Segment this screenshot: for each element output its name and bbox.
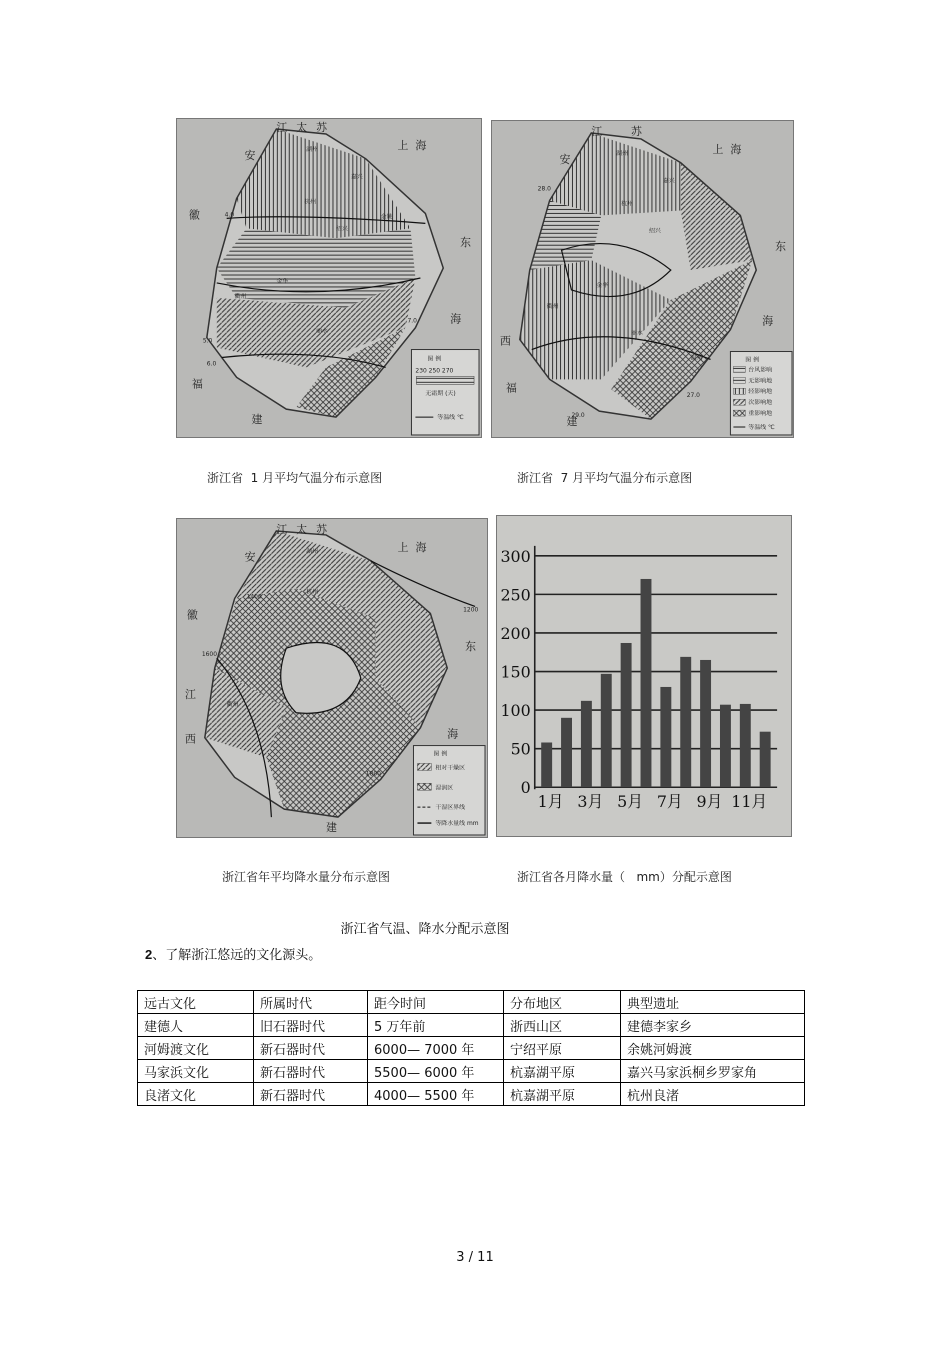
rain-legend-item: 湿润区 bbox=[435, 784, 454, 792]
jan-place-label: 苏 bbox=[316, 120, 327, 134]
table-row bbox=[138, 1060, 805, 1083]
jan-legend-item: 等温线 ℃ bbox=[437, 414, 464, 422]
jul-place-label: 苏 bbox=[631, 124, 642, 138]
table-header-cell: 所属时代 bbox=[254, 991, 368, 1014]
bar bbox=[700, 660, 711, 787]
x-tick-label: 5月 bbox=[617, 792, 644, 812]
jan-place-label: 上 bbox=[397, 138, 409, 152]
rain-map-svg bbox=[177, 519, 487, 837]
jul-place-label: 安 bbox=[559, 152, 571, 166]
y-tick-label: 100 bbox=[500, 701, 531, 721]
table-header-cell: 典型遗址 bbox=[621, 991, 805, 1014]
table-cell: 建德李家乡 bbox=[621, 1014, 805, 1037]
bar bbox=[660, 687, 671, 787]
table-cell: 建德人 bbox=[138, 1014, 254, 1037]
rain-place-label: 东 bbox=[465, 640, 477, 654]
bar bbox=[740, 704, 751, 787]
table-cell: 浙西山区 bbox=[504, 1014, 621, 1037]
rain-place-label: 安 bbox=[244, 550, 256, 564]
y-tick-label: 300 bbox=[500, 546, 531, 566]
jan-place-label: 太 bbox=[296, 120, 308, 134]
rain-city-label: 湖州 bbox=[306, 547, 319, 555]
january-map-caption: 浙江省 1 月平均气温分布示意图 bbox=[207, 471, 383, 485]
rain-place-label: 海 bbox=[447, 727, 459, 741]
jul-place-label: 海 bbox=[762, 314, 774, 328]
x-tick-label: 11月 bbox=[731, 792, 768, 812]
section-text: 了解浙江悠远的文化源头。 bbox=[165, 948, 322, 963]
rain-place-label: 建 bbox=[326, 821, 337, 835]
january-map-svg bbox=[177, 119, 481, 437]
rain-place-label: 苏 bbox=[316, 522, 328, 536]
x-tick-label: 3月 bbox=[577, 792, 604, 812]
table-row bbox=[138, 1083, 805, 1106]
jul-legend-item: 无影响地 bbox=[748, 377, 773, 385]
jan-place-label: 建 bbox=[251, 413, 263, 427]
page-number: 3 / 11 bbox=[456, 1250, 494, 1265]
rain-place-label: 海 bbox=[415, 540, 427, 554]
jan-isotherm-label: 5.0 bbox=[202, 337, 213, 345]
jul-city-label: 绍兴 bbox=[648, 227, 661, 235]
jan-city-label: 嘉兴 bbox=[350, 173, 363, 181]
ancient-culture-table bbox=[137, 990, 805, 1106]
table-cell: 杭嘉湖平原 bbox=[504, 1060, 621, 1083]
table-header-row bbox=[138, 991, 805, 1014]
jan-place-label: 江 bbox=[276, 120, 288, 134]
table-cell: 新石器时代 bbox=[254, 1060, 368, 1083]
jul-isotherm-label: 28.0 bbox=[537, 185, 551, 193]
jan-city-label: 杭州 bbox=[304, 198, 317, 206]
jan-place-label: 海 bbox=[415, 138, 427, 152]
jul-isotherm-label: 27.0 bbox=[686, 392, 700, 400]
jul-legend-item: 等温线 ℃ bbox=[748, 424, 775, 432]
table-cell: 新石器时代 bbox=[254, 1037, 368, 1060]
table-header-cell: 距今时间 bbox=[368, 991, 504, 1014]
jan-city-label: 金华 bbox=[276, 277, 289, 285]
jan-isotherm-label: 6.0 bbox=[206, 360, 217, 368]
jan-place-label: 福 bbox=[191, 377, 203, 391]
bar bbox=[621, 643, 632, 787]
y-tick-label: 150 bbox=[500, 662, 531, 682]
july-map-svg bbox=[492, 121, 793, 437]
y-tick-label: 200 bbox=[500, 623, 531, 643]
table-cell: 河姆渡文化 bbox=[138, 1037, 254, 1060]
table-cell: 余姚河姆渡 bbox=[621, 1037, 805, 1060]
table-cell: 旧石器时代 bbox=[254, 1014, 368, 1037]
rain-legend-item: 干湿区界线 bbox=[435, 804, 466, 812]
bar bbox=[641, 579, 652, 787]
table-cell: 马家浜文化 bbox=[138, 1060, 254, 1083]
jul-legend-item: 轻影响地 bbox=[748, 388, 773, 396]
rain-place-label: 上 bbox=[397, 540, 409, 554]
jan-city-label: 余姚 bbox=[380, 213, 393, 221]
jul-place-label: 福 bbox=[505, 381, 517, 395]
rain-isohyet-label: 1200 bbox=[463, 606, 479, 614]
table-cell: 4000— 5500 年 bbox=[368, 1083, 504, 1106]
jul-place-label: 海 bbox=[730, 142, 742, 156]
table-header-cell: 远古文化 bbox=[138, 991, 254, 1014]
table-cell: 5 万年前 bbox=[368, 1014, 504, 1037]
rain-place-label: 徽 bbox=[186, 608, 198, 622]
jul-city-label: 杭州 bbox=[621, 200, 634, 208]
rain-isohyet-label: 1800 bbox=[365, 770, 381, 778]
jul-place-label: 东 bbox=[775, 240, 787, 254]
rain-place-label: 江 bbox=[184, 687, 196, 701]
jul-place-label: 江 bbox=[591, 124, 603, 138]
jan-place-label: 海 bbox=[450, 312, 462, 326]
jan-place-label: 东 bbox=[460, 236, 472, 250]
y-tick-label: 0 bbox=[520, 778, 531, 798]
jan-city-label: 绍兴 bbox=[335, 225, 348, 233]
july-map-caption: 浙江省 7 月平均气温分布示意图 bbox=[517, 471, 693, 485]
jul-legend-title: 图 例 bbox=[745, 356, 760, 364]
bar bbox=[561, 718, 572, 787]
rain-place-label: 太 bbox=[296, 522, 308, 536]
january-temperature-map bbox=[176, 118, 482, 438]
jan-isotherm-label: 4.0 bbox=[224, 211, 235, 219]
jul-legend-item: 台风影响 bbox=[748, 366, 773, 374]
bar bbox=[601, 674, 612, 787]
jul-city-label: 衢州 bbox=[546, 302, 559, 310]
bar bbox=[680, 657, 691, 787]
jan-legend-scale: 230 250 270 bbox=[415, 367, 454, 375]
section-number: 2 bbox=[145, 947, 153, 962]
section-separator: 、 bbox=[152, 948, 166, 963]
rain-city-label: 杭州 bbox=[306, 588, 319, 596]
table-cell: 嘉兴马家浜桐乡罗家角 bbox=[621, 1060, 805, 1083]
table-cell: 杭州良渚 bbox=[621, 1083, 805, 1106]
bar bbox=[541, 743, 552, 788]
y-tick-label: 50 bbox=[510, 739, 531, 759]
bar bbox=[581, 701, 592, 787]
table-cell: 良渚文化 bbox=[138, 1083, 254, 1106]
x-tick-label: 1月 bbox=[537, 792, 564, 812]
jan-place-label: 徽 bbox=[188, 208, 200, 222]
table-cell: 宁绍平原 bbox=[504, 1037, 621, 1060]
jan-isotherm-label: 7.0 bbox=[407, 317, 417, 325]
jan-city-label: 衢州 bbox=[234, 292, 247, 300]
jul-place-label: 西 bbox=[499, 334, 511, 348]
rain-place-label: 江 bbox=[276, 522, 288, 536]
rain-isohyet-label: 1400 bbox=[246, 593, 262, 601]
rain-legend-item: 相对干燥区 bbox=[435, 764, 466, 772]
table-cell: 新石器时代 bbox=[254, 1083, 368, 1106]
jan-city-label: 湖州 bbox=[306, 145, 319, 153]
precipitation-map-caption: 浙江省年平均降水量分布示意图 bbox=[222, 870, 391, 884]
jul-city-label: 金华 bbox=[596, 281, 609, 289]
jul-city-label: 丽水 bbox=[631, 329, 643, 337]
bar-chart-svg bbox=[497, 516, 791, 836]
jul-legend-item: 重影响地 bbox=[748, 410, 773, 418]
jan-legend-item: 无霜期 (天) bbox=[425, 390, 456, 398]
table-cell: 5500— 6000 年 bbox=[368, 1060, 504, 1083]
y-tick-label: 250 bbox=[500, 585, 531, 605]
x-tick-label: 7月 bbox=[656, 792, 683, 812]
jan-city-label: 丽水 bbox=[316, 327, 328, 335]
monthly-precipitation-chart bbox=[496, 515, 792, 837]
chart-caption: 浙江省各月降水量（ mm）分配示意图 bbox=[517, 870, 732, 884]
annual-precipitation-map bbox=[176, 518, 488, 838]
rain-place-label: 西 bbox=[184, 732, 196, 746]
jan-place-label: 安 bbox=[244, 148, 256, 162]
bar bbox=[760, 732, 771, 788]
rain-legend-title: 图 例 bbox=[433, 750, 448, 758]
figure-group-caption: 浙江省气温、降水分配示意图 bbox=[340, 922, 510, 937]
table-row bbox=[138, 1037, 805, 1060]
table-header-cell: 分布地区 bbox=[504, 991, 621, 1014]
jul-city-label: 湖州 bbox=[616, 149, 629, 157]
jul-legend-item: 次影响地 bbox=[748, 399, 773, 407]
section-heading bbox=[145, 944, 321, 963]
jan-legend-title: 图 例 bbox=[427, 355, 442, 363]
rain-isohyet-label: 1600 bbox=[201, 651, 217, 659]
rain-city-label: 衢州 bbox=[226, 700, 239, 708]
jul-place-label: 建 bbox=[566, 415, 578, 429]
july-temperature-map bbox=[491, 120, 794, 438]
x-tick-label: 9月 bbox=[696, 792, 723, 812]
table-row bbox=[138, 1014, 805, 1037]
bar bbox=[720, 705, 731, 788]
table-cell: 杭嘉湖平原 bbox=[504, 1083, 621, 1106]
rain-legend-item: 等降水量线 mm bbox=[435, 820, 479, 828]
jul-city-label: 嘉兴 bbox=[662, 177, 675, 185]
jul-place-label: 上 bbox=[712, 142, 724, 156]
table-cell: 6000— 7000 年 bbox=[368, 1037, 504, 1060]
jul-isotherm-label: 29.0 bbox=[571, 412, 585, 420]
jul-city-label: 温州 bbox=[690, 354, 703, 362]
